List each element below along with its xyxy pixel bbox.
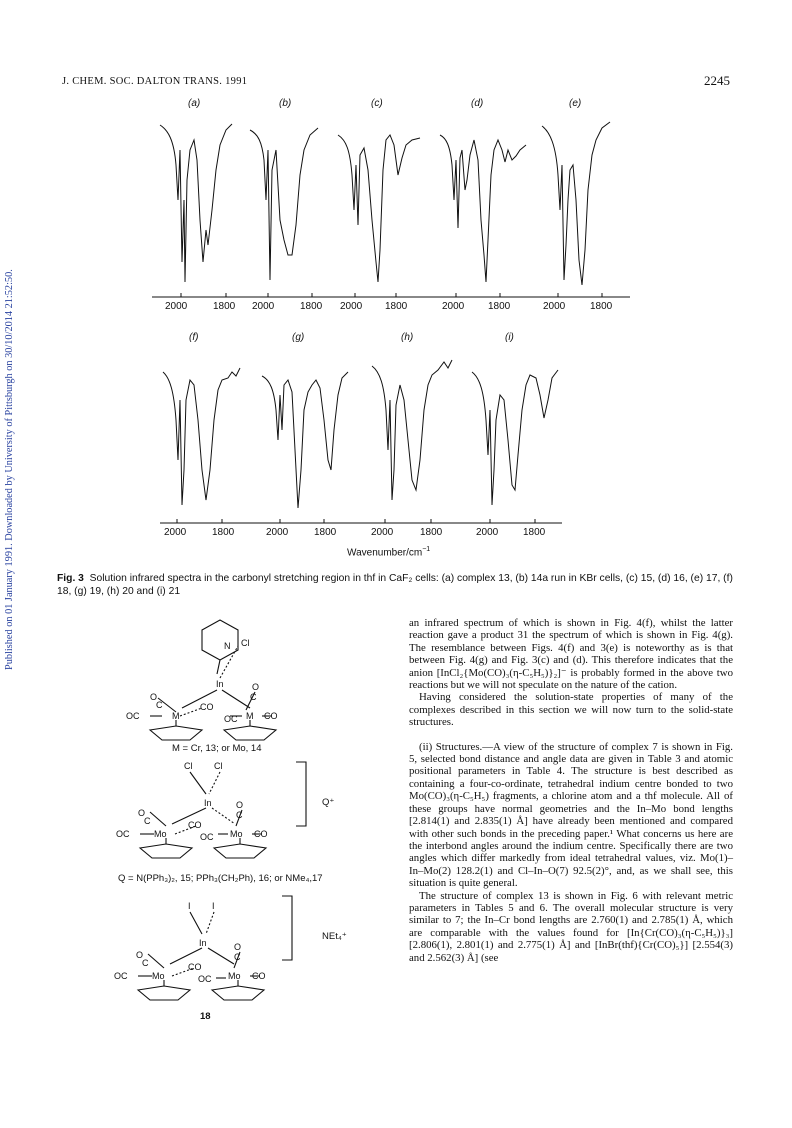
svg-text:In: In [199,938,207,948]
panel-label-c: (c) [371,98,383,109]
svg-text:C: C [250,692,257,702]
svg-text:C: C [156,700,163,710]
svg-text:Cl: Cl [214,761,223,771]
svg-text:CO: CO [200,702,214,712]
chemical-structures [110,612,370,1032]
tick-label: 1800 [314,527,337,538]
tick-label: 2000 [266,527,289,538]
structure-2-counterion: Q⁺ [322,797,335,808]
svg-text:M: M [246,711,254,721]
tick-label: 1800 [420,527,443,538]
svg-text:I: I [212,901,215,911]
svg-text:CO: CO [264,711,278,721]
caption-label: Fig. 3 [57,573,84,584]
svg-text:Mo: Mo [154,829,167,839]
svg-text:I: I [188,901,191,911]
svg-text:OC: OC [116,829,130,839]
cp-ring [224,726,276,740]
spectrum-f [163,368,240,505]
structure-3-counterion: NEt₄⁺ [322,931,347,942]
svg-text:OC: OC [114,971,128,981]
cp-ring [150,726,202,740]
svg-text:OC: OC [224,714,238,724]
cp-ring [214,844,266,858]
paragraph: The structure of complex 13 is shown in Fig. 6 with relevant metric parameters in Tables 5 and 6. The overall molecular structure is very similar to 7; the In–Cr bond lengths are 2.760(1) and 2.785(1) Å, which are comparable with the values found for [In{Cr(CO)₃(η-C₅H₅)}₃] [2.806(1), 2.801(1) and 2.775(1) Å] and [InBr(thf){Cr(CO)₅}] [2.554(3) and 2.562(3) Å] (see [409,889,733,964]
pyridine-ring [202,620,238,660]
tick-label: 1800 [590,301,613,312]
tick-label: 2000 [340,301,363,312]
svg-text:CO: CO [188,820,202,830]
tick-label: 2000 [476,527,499,538]
spectrum-c [338,135,420,282]
row2-ticks [177,519,535,523]
spectrum-i [472,370,558,505]
panel-label-b: (b) [279,98,292,109]
svg-text:O: O [150,692,158,702]
svg-text:O: O [138,808,146,818]
svg-text:OC: OC [198,974,212,984]
svg-text:C: C [142,958,149,968]
spectrum-e [542,122,610,285]
svg-text:Cl: Cl [184,761,193,771]
page-number: 2245 [704,73,730,88]
bracket [296,762,306,826]
panel-label-h: (h) [401,332,414,343]
paragraph: Having considered the solution-state properties of many of the complexes described in this section we will now turn to the solid-state structures. [409,691,733,729]
svg-text:Cl: Cl [241,638,250,648]
paragraph: an infrared spectrum of which is shown in Fig. 4(f), whilst the latter reaction gave a product 31 the spectrum of which is shown in Fig. 4(g). The resemblance between Figs. 4(f) and 3(e) is noteworthy as is that between Fig. 4(g) and Fig. 3(c) and (d). This therefore indicates that the anion [InCl₂{Mo(CO)₃(η-C₅H₅)}₂]⁻ is probably formed in the above two reactions but we will not speculate on the nature of the cation. [409,617,733,692]
spectrum-h [372,360,452,500]
panel-label-i: (i) [505,332,514,343]
svg-text:N: N [224,641,231,651]
tick-label: 1800 [523,527,546,538]
panel-label-a: (a) [188,98,201,109]
svg-text:Mo: Mo [230,829,243,839]
tick-label: 1800 [300,301,323,312]
svg-text:O: O [136,950,144,960]
cp-ring [212,986,264,1000]
tick-label: 2000 [442,301,465,312]
svg-text:CO: CO [252,971,266,981]
structure-1-caption: M = Cr, 13; or Mo, 14 [172,743,262,754]
svg-text:C: C [234,952,241,962]
svg-text:In: In [204,798,212,808]
tick-label: 2000 [252,301,275,312]
body-text [409,617,733,964]
svg-text:O: O [234,942,242,952]
figure-caption [57,573,737,598]
tick-label: 2000 [371,527,394,538]
cp-ring [140,844,192,858]
spectrum-b [250,128,318,280]
download-notice: Published on 01 January 1991. Downloaded by University of Pittsburgh on 30/10/2014 21:52:50. [4,269,15,670]
tick-label: 1800 [212,527,235,538]
spectrum-d [440,135,526,282]
svg-text:C: C [236,810,243,820]
panel-label-g: (g) [292,332,305,343]
structure-2-caption: Q = N(PPh₃)₂, 15; PPh₃(CH₂Ph), 16; or NMe₄,17 [118,873,323,884]
svg-text:OC: OC [200,832,214,842]
svg-text:O: O [252,682,260,692]
tick-label: 2000 [165,301,188,312]
svg-text:Mo: Mo [228,971,241,981]
bracket [282,896,292,960]
tick-label: 2000 [164,527,187,538]
paragraph: (ii) Structures.—A view of the structure of complex 7 is shown in Fig. 5, selected bond distance and angle data are given in Table 3 and atomic positional parameters in Table 4. The structure is best described as containing a four-co-ordinate, tetrahedral indium centre bonded to two Mo(CO)₃(η-C₅H₅) fragments, a chlorine atom and a thf molecule. All of these groups have normal geometries and the In–Mo bond lengths [2.814(1) and 2.835(1) Å] have already been mentioned and compared with other such bonds in the preceding paper.¹ What concerns us here are the interbond angles around the indium centre. Specifically there are two angles which differ markedly from ideal tetrahedral values, viz. Mo(1)–In–Mo(2) 128.2(1) and Cl–In–O(7) 92.5(2)°, and, as we shall see, this situation is quite general. [409,740,733,890]
tick-label: 1800 [385,301,408,312]
tick-label: 2000 [543,301,566,312]
tick-label: 1800 [213,301,236,312]
svg-text:Mo: Mo [152,971,165,981]
svg-text:OC: OC [126,711,140,721]
spectrum-a [160,124,232,282]
svg-text:M: M [172,711,180,721]
spectrum-g [262,372,348,508]
journal-header: J. CHEM. SOC. DALTON TRANS. 1991 [62,76,248,87]
svg-text:CO: CO [254,829,268,839]
structure-3-number: 18 [200,1011,211,1022]
svg-text:C: C [144,816,151,826]
x-axis-title: Wavenumber/$cm^{-1}$ [347,546,431,559]
svg-text:CO: CO [188,962,202,972]
svg-text:In: In [216,679,224,689]
panel-label-e: (e) [569,98,582,109]
row1-ticks [181,293,602,297]
caption-text: Solution infrared spectra in the carbonyl stretching region in thf in CaF₂ cells: (a) complex 13, (b) 14a run in KBr cells, (c) 15, (d) 16, (e) 17, (f) 18, (g) 19, (h) 20 and (i) 21 [57,573,733,597]
cp-ring [138,986,190,1000]
panel-label-d: (d) [471,98,484,109]
svg-text:O: O [236,800,244,810]
panel-label-f: (f) [189,332,199,343]
tick-label: 1800 [488,301,511,312]
